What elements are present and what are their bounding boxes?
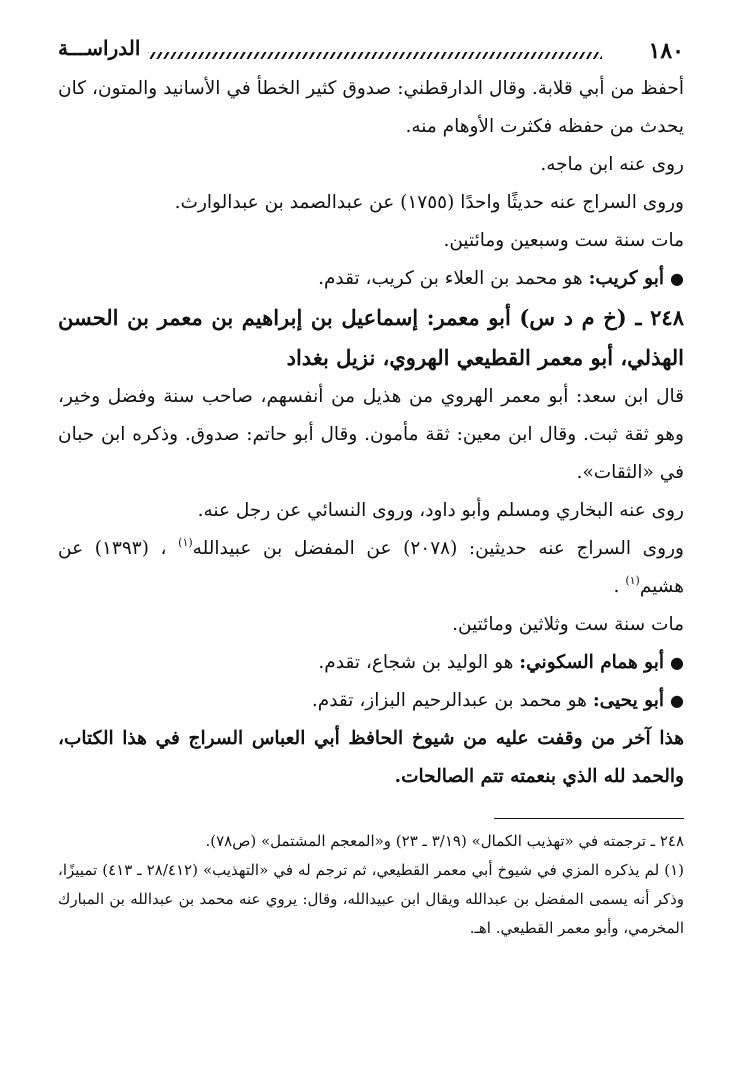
paragraph: روى عنه ابن ماجه. — [540, 154, 684, 175]
paragraph: مات سنة ست وسبعين ومائتين. — [443, 230, 684, 251]
main-text — [58, 70, 684, 796]
kunya-entry — [58, 260, 684, 298]
footnotes — [58, 827, 684, 943]
kunya-name: أبو كريب: — [588, 268, 665, 289]
kunya-ref: هو محمد بن العلاء بن كريب، تقدم. — [318, 268, 583, 289]
text-run: وروى السراج عنه حديثين: (٢٠٧٨) عن المفضل بن عبيدالله — [192, 538, 684, 559]
bullet-icon: ● — [670, 269, 684, 288]
paragraph: روى عنه البخاري ومسلم وأبو داود، وروى النسائي عن رجل عنه. — [197, 500, 684, 521]
footnote: (١) لم يذكره المزي في شيوخ أبي معمر القطيعي، ثم ترجم له في «التهذيب» (٢٨/٤١٢ ـ ٤١٣) تمييزًا، وذكر أنه يسمى المفضل بن عبدالله ويقال ابن عبيدالله، وقال: يروي عنه محمد بن عبدالله بن المبارك المخرمي، وأبو معمر القطيعي. اهـ. — [58, 861, 684, 937]
kunya-entry — [58, 644, 684, 682]
text-run: . — [613, 576, 620, 597]
bullet-icon: ● — [670, 653, 684, 672]
entry-heading: ٢٤٨ ـ (خ م د س) أبو معمر: إسماعيل بن إبراهيم بن معمر بن الحسن الهذلي، أبو معمر القطيعي الهروي، نزيل بغداد — [58, 305, 684, 370]
header-rule — [148, 52, 602, 59]
paragraph: مات سنة ست وثلاثين ومائتين. — [452, 614, 684, 635]
footnote-marker: (١) — [625, 574, 640, 587]
book-page — [58, 30, 684, 943]
page-number: ١٨٠ — [648, 38, 684, 64]
kunya-entry — [58, 682, 684, 720]
running-title: الدراســـة — [58, 36, 141, 60]
kunya-name: أبو يحيى: — [592, 690, 665, 711]
paragraph — [58, 530, 684, 606]
paragraph: وروى السراج عنه حديثًا واحدًا (١٧٥٥) عن عبدالصمد بن عبدالوارث. — [174, 192, 684, 213]
kunya-ref: هو محمد بن عبدالرحيم البزاز، تقدم. — [311, 690, 587, 711]
kunya-ref: هو الوليد بن شجاع، تقدم. — [318, 652, 514, 673]
kunya-name: أبو همام السكوني: — [519, 652, 665, 673]
footnote: ٢٤٨ ـ ترجمته في «تهذيب الكمال» (٣/١٩ ـ ٢٣) و«المعجم المشتمل» (ص٧٨). — [205, 832, 684, 850]
footnote-marker: (١) — [178, 536, 193, 549]
page-header — [58, 30, 684, 70]
paragraph: قال ابن سعد: أبو معمر الهروي من هذيل من أنفسهم، صاحب سنة وفضل وخير، وهو ثقة ثبت. وقال ابن معين: ثقة مأمون. وقال أبو حاتم: صدوق. وذكره ابن حبان في «الثقات». — [58, 386, 684, 483]
footnote-separator — [494, 818, 684, 819]
bullet-icon: ● — [670, 691, 684, 710]
paragraph: أحفظ من أبي قلابة. وقال الدارقطني: صدوق كثير الخطأ في الأسانيد والمتون، كان يحدث من حفظه فكثرت الأوهام منه. — [58, 78, 684, 137]
closing-paragraph: هذا آخر من وقفت عليه من شيوخ الحافظ أبي العباس السراج في هذا الكتاب، والحمد لله الذي بنعمته تتم الصالحات. — [58, 728, 684, 787]
text-run: ، (١٣٩٣) عن هشيم — [58, 538, 684, 597]
